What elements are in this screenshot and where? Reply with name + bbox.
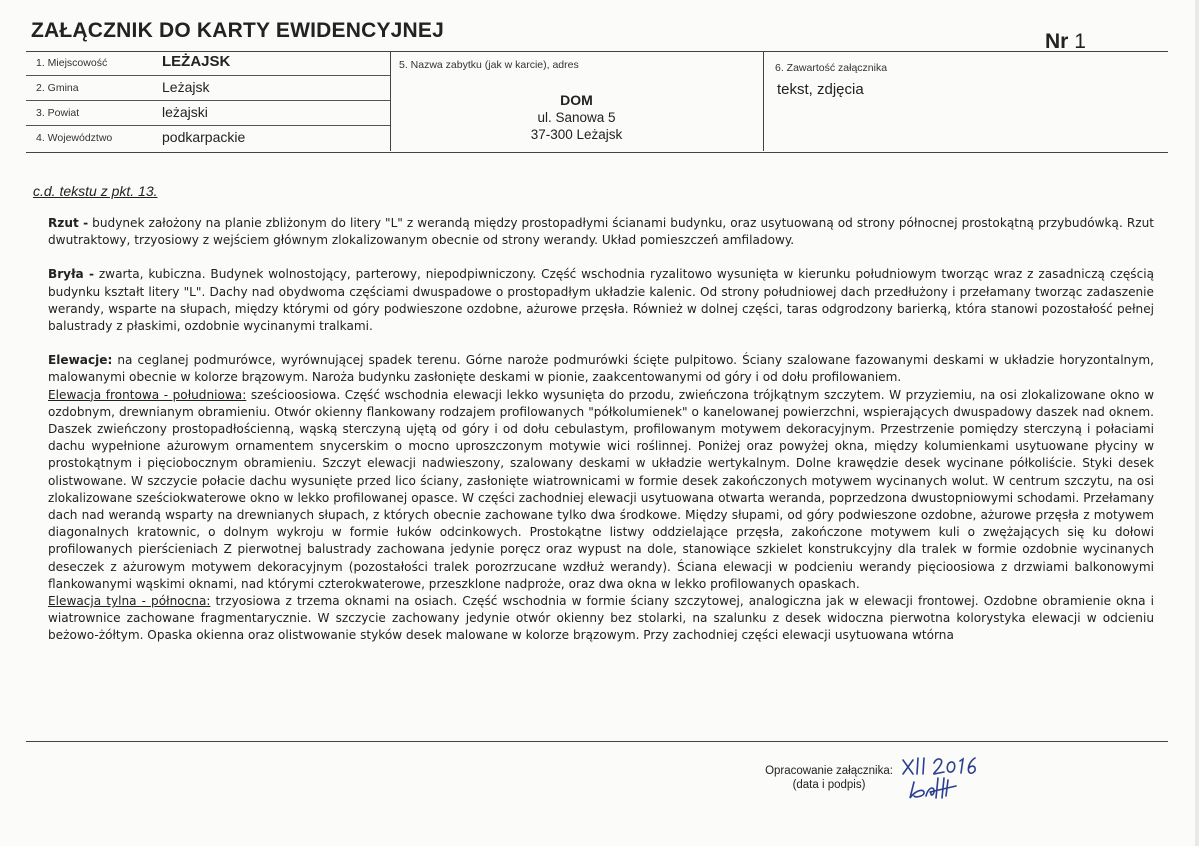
object-name: DOM bbox=[560, 92, 593, 108]
attachment-number-label: Nr bbox=[1045, 30, 1069, 53]
signature-mark bbox=[910, 778, 956, 798]
row-divider bbox=[26, 125, 390, 126]
rzut-paragraph bbox=[48, 215, 1154, 249]
bryla-paragraph bbox=[48, 266, 1154, 335]
bryla-heading: Bryła - bbox=[48, 267, 94, 282]
row-divider bbox=[26, 75, 390, 76]
handwritten-date bbox=[903, 758, 975, 774]
elewacje-heading: Elewacje: bbox=[48, 353, 113, 368]
object-name-label: 5. Nazwa zabytku (jak w karcie), adres bbox=[399, 59, 579, 71]
object-street: ul. Sanowa 5 bbox=[537, 110, 616, 125]
prepared-by-label bbox=[764, 764, 894, 792]
bryla-text: zwarta, kubiczna. Budynek wolnostojący, parterowy, niepodpiwniczony. Część wschodnia ryzalitowo wysunięta w kierunku południowym tworząc wraz z zasadniczą częścią budynku kształt litery "L". Dachy nad obydwoma częściami dwuspadowe o prostopadłym układzie kalenic. Od strony południowej dach przedłużony i przełamany tworząc zadaszenie werandy, wsparte na słupach, między którymi od góry podwieszone ozdobne, ażurowe przęsła. Również w dolnej części, taras odgrodzony barierką, która stanowi pozostałość pełnej balustrady z płaskimi, ozdobnie wycinanymi tralkami. bbox=[48, 267, 1154, 334]
voivodeship-value: podkarpackie bbox=[162, 129, 246, 145]
header-divider-2 bbox=[763, 51, 764, 151]
voivodeship-label: 4. Województwo bbox=[36, 132, 113, 144]
contents-label: 6. Zawartość załącznika bbox=[775, 62, 888, 74]
handwritten-date-signature bbox=[900, 752, 990, 802]
tylna-text: trzyosiowa z trzema oknami na osiach. Część wschodnia w formie ściany szczytowej, analogiczna jak w elewacji frontowej. Ozdobne obramienie okna i wiatrownice zachowane fragmentarycznie. W szczycie zachowany jedynie otwór okienny bez stolarki, na szalunku z desek widoczna pierwotna kolorystyka elewacji w odcieniu beżowo-żółtym. Opaska okienna oraz olistwowanie styków desek malowane w kolorze brązowym. Przy zachodniej części elewacji usytuowana wtórna bbox=[48, 594, 1154, 643]
tylna-heading: Elewacja tylna - północna: bbox=[48, 594, 211, 609]
footer-divider bbox=[26, 741, 1168, 742]
object-postal: 37-300 Leżajsk bbox=[530, 127, 623, 142]
rzut-text: budynek założony na planie zbliżonym do litery "L" z werandą między prostopadłymi ścianami budynku, oraz usytuowaną od strony północnej prostokątną przybudówką. Rzut dwutraktowy, trzyosiowy z wejściem głównym zlokalizowanym obecnie od strony werandy. Układ pomieszczeń amfiladowy. bbox=[48, 216, 1154, 248]
locality-value: LEŻAJSK bbox=[162, 53, 231, 70]
scan-edge bbox=[1195, 0, 1199, 846]
elewacje-paragraph bbox=[48, 352, 1154, 386]
locality-label: 1. Miejscowość bbox=[36, 57, 108, 69]
frontowa-paragraph bbox=[48, 387, 1154, 593]
elewacje-text: na ceglanej podmurówce, wyrównującej spadek terenu. Górne naroże podmurówki ścięte pulpitowo. Ściany szalowane fazowanymi deskami w układzie horyzontalnym, malowanymi obecnie w kolorze brązowym. Naroża budynku zasłonięte deskami w pionie, zaakcentowanymi od góry i od dołu profilowaniem. bbox=[48, 353, 1154, 385]
description-text bbox=[48, 215, 1154, 645]
district-label: 3. Powiat bbox=[36, 107, 80, 119]
district-value: leżajski bbox=[162, 104, 208, 120]
commune-value: Leżajsk bbox=[162, 79, 210, 95]
frontowa-heading: Elewacja frontowa - południowa: bbox=[48, 387, 247, 402]
row-divider bbox=[26, 100, 390, 101]
document-title: ZAŁĄCZNIK DO KARTY EWIDENCYJNEJ bbox=[31, 19, 445, 42]
continuation-note: c.d. tekstu z pkt. 13. bbox=[33, 183, 158, 199]
contents-value: tekst, zdjęcia bbox=[777, 81, 864, 98]
attachment-number-value: 1 bbox=[1074, 30, 1086, 53]
prepared-by-label-line2: (data i podpis) bbox=[792, 779, 866, 791]
tylna-paragraph bbox=[48, 593, 1154, 645]
frontowa-text: sześcioosiowa. Część wschodnia elewacji lekko wysunięta do przodu, zwieńczona trójkątnym szczytem. W przyziemiu, na osi zlokalizowane okno w ozdobnym, drewnianym obramieniu. Otwór okienny flankowany rodzajem profilowanych "półkolumienek" o kanelowanej powierzchni, wspierających dwuspadowy daszek nad oknem. Daszek zwieńczony prostopadłościenną, wąską sterczyną ujętą od góry i od dołu cebulastym, profilowanym motywem dekoracyjnym. Przestrzenie pomiędzy sterczyną i połaciami dachu wypełnione ażurowym ornamentem snycerskim o mocno uproszczonym motywie wici roślinnej. Poniżej oraz powyżej okna, między kolumienkami usytuowane płyciny w prostokątnym i pięciobocznym obramieniu. Szczyt elewacji nadwieszony, szalowany deskami w układzie wertykalnym. Dolne krawędzie desek wycinane półkoliście. Styki desek olistwowane. W szczycie połacie dachu wysunięte przed lico ściany, zasłonięte wiatrownicami w formie desek zakończonych motywem wycinanych wolut. W centrum szczytu, na osi zlokalizowane sześciokwaterowe okno w lekko profilowanej opasce. W części zachodniej elewacji usytuowana otwarta weranda, poprzedzona dwustopniowymi schodami. Przełamany dach nad werandą wsparty na drewnianych słupach, z których obecnie zachowane tylko dwa środkowe. Między słupami, od góry podwieszone ozdobne, ażurowe przęsła z motywem diagonalnych kratownic, o dolnym wykroju w formie łuków odcinkowych. Prostokątne listwy oddzielające przęsła, zakończone motywem kuli o zwężających się ku dołowi profilowanych pierścieniach Z pierwotnej balustrady zachowana jedynie poręcz oraz wypust na dole, stanowiące szkielet konstrukcyjny dla tralek w formie ozdobnie wycinanych deseczek z ażurowym motywem dekoracyjnym (pozostałości tralek porozrzucane wzdłuż werandy). Ściana elewacji w podcieniu werandy pięcioosiowa z drzwiami balkonowymi flankowanymi wąskimi oknami, nad którymi czterokwaterowe, przeszklone nadproże, oraz dwa okna w lekko profilowanych opaskach. bbox=[48, 387, 1155, 591]
object-address bbox=[390, 92, 763, 143]
commune-label: 2. Gmina bbox=[36, 82, 79, 94]
prepared-by-label-line1: Opracowanie załącznika: bbox=[765, 765, 893, 777]
rzut-heading: Rzut - bbox=[48, 216, 89, 230]
